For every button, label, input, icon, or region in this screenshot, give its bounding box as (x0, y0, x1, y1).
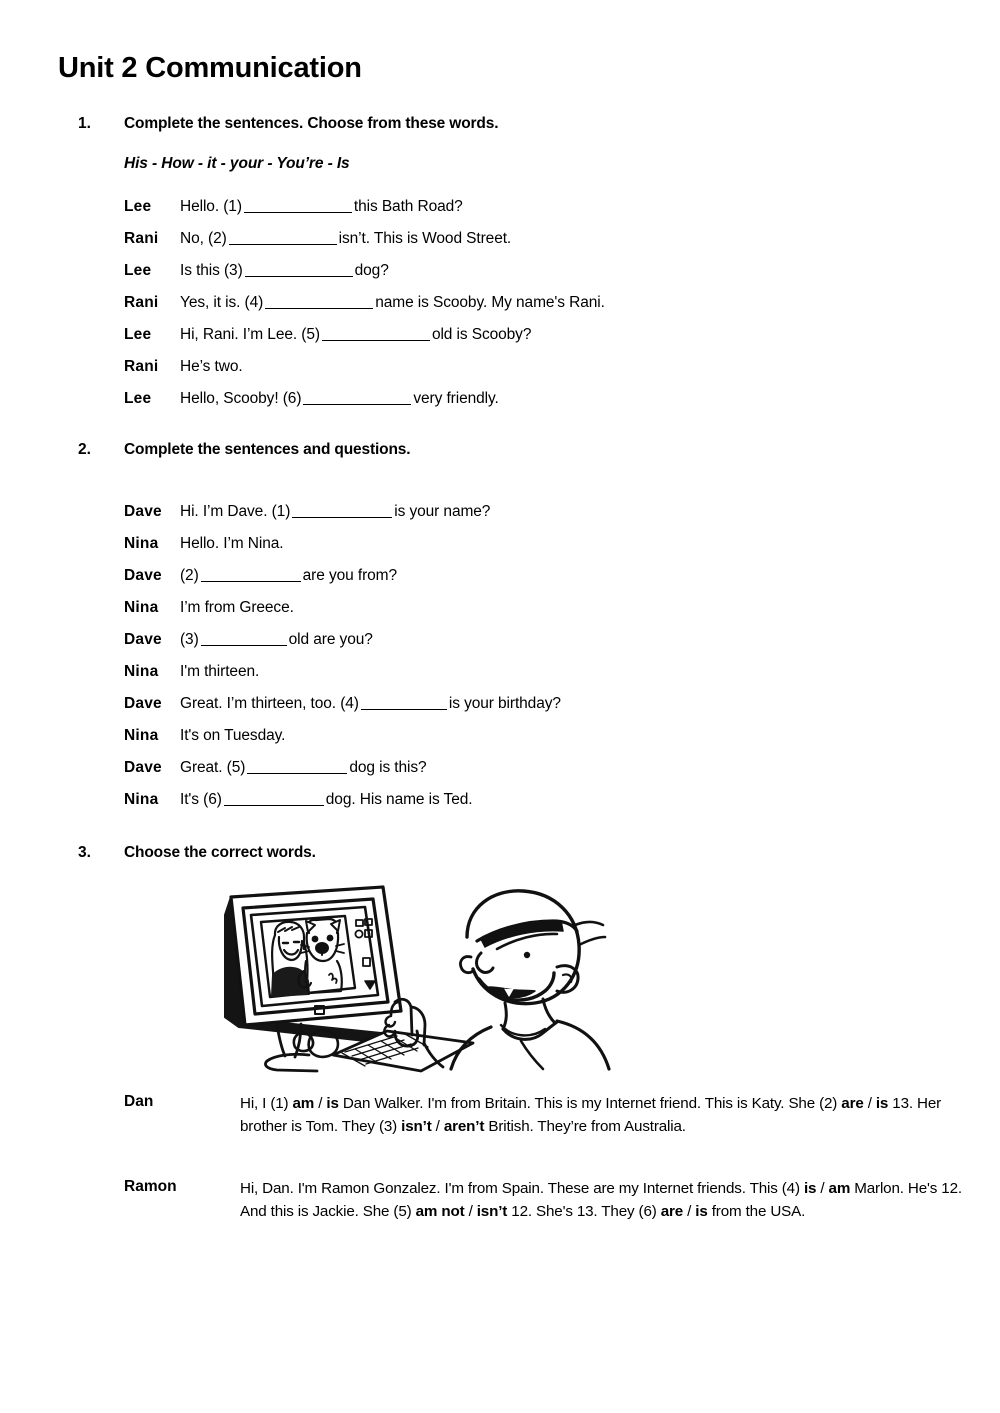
text-after: this Bath Road? (353, 198, 463, 215)
speaker-label: Nina (124, 791, 159, 808)
paragraph-segment: from the USA. (707, 1202, 806, 1220)
speaker-label: Nina (124, 535, 159, 552)
dialogue-row (0, 695, 1000, 717)
text-after: dog? (354, 262, 389, 279)
dialogue-text (180, 567, 397, 585)
text-after: name is Scooby. My name's Rani. (375, 294, 605, 311)
text-before: (3) (180, 631, 199, 648)
answer-blank[interactable] (303, 404, 411, 405)
choice-option[interactable]: isn’t (401, 1117, 432, 1135)
dialogue-row (0, 567, 1000, 589)
dialogue-text (180, 695, 561, 713)
text-before: Hello, Scooby! (6) (180, 390, 302, 407)
speaker-label: Dave (124, 567, 162, 584)
paragraph-segment: Hi, Dan. I'm Ramon Gonzalez. I'm from Spain. These are my Internet friends. This (4) (240, 1180, 804, 1197)
paragraph-segment: / (863, 1095, 876, 1112)
dialogue-text (180, 727, 285, 745)
speaker-label: Dave (124, 695, 162, 712)
dialogue-text (180, 390, 499, 408)
dialogue-text (180, 599, 294, 617)
exercise-3-number: 3. (78, 844, 91, 861)
text-before: He’s two. (180, 358, 243, 375)
dialogue-row (0, 727, 1000, 749)
text-before: Yes, it is. (4) (180, 294, 264, 311)
dialogue-row (0, 262, 1000, 284)
answer-blank[interactable] (201, 581, 301, 582)
dialogue-row (0, 503, 1000, 525)
exercise-2-heading: Complete the sentences and questions. (124, 441, 411, 458)
paragraph-segment: / (816, 1180, 829, 1197)
answer-blank[interactable] (322, 340, 430, 341)
answer-blank[interactable] (361, 709, 447, 710)
text-before: I'm thirteen. (180, 663, 260, 680)
dialogue-text (180, 230, 511, 248)
text-after: is your birthday? (448, 695, 561, 712)
choice-option[interactable]: are (841, 1095, 864, 1112)
text-before: Hello. I’m Nina. (180, 535, 284, 552)
choice-option[interactable]: is (695, 1202, 708, 1220)
paragraph-segment: 13. Her brother is Tom. They (3) (240, 1095, 942, 1135)
dialogue-text (180, 503, 490, 521)
choice-option[interactable]: am (828, 1180, 851, 1197)
choice-option[interactable]: isn’t (476, 1202, 508, 1220)
paragraph-text (240, 1093, 962, 1138)
dialogue-row (0, 294, 1000, 316)
answer-blank[interactable] (229, 244, 337, 245)
text-after: very friendly. (413, 390, 499, 407)
paragraph-segment: Marlon. He's 12. And this is Jackie. She (5) (240, 1180, 962, 1220)
choice-option[interactable]: are (660, 1202, 684, 1220)
speaker-label: Dan (124, 1093, 154, 1110)
text-before: Is this (3) (180, 262, 243, 279)
text-after: dog. His name is Ted. (325, 791, 473, 808)
dialogue-text (180, 358, 243, 376)
speaker-label: Lee (124, 198, 152, 215)
text-before: I’m from Greece. (180, 599, 294, 616)
paragraph-segment: British. They’re from Australia. (484, 1117, 686, 1135)
speaker-label: Rani (124, 230, 159, 247)
answer-blank[interactable] (224, 805, 324, 806)
speaker-label: Nina (124, 599, 159, 616)
exercise-1-heading: Complete the sentences. Choose from these words. (124, 115, 499, 132)
answer-blank[interactable] (244, 212, 352, 213)
answer-blank[interactable] (201, 645, 287, 646)
answer-blank[interactable] (247, 773, 347, 774)
dialogue-row (0, 663, 1000, 685)
text-after: old is Scooby? (431, 326, 532, 343)
choice-option[interactable]: is (875, 1095, 889, 1112)
illustration-svg (205, 875, 625, 1075)
speaker-label: Dave (124, 503, 162, 520)
paragraph-segment: Hi, I (1) (240, 1095, 293, 1112)
answer-blank[interactable] (292, 517, 392, 518)
exercise-1-number: 1. (78, 115, 91, 132)
choice-option[interactable]: am not (415, 1202, 465, 1220)
dialogue-row (0, 326, 1000, 348)
speaker-label: Ramon (124, 1178, 177, 1195)
text-after: are you from? (302, 567, 397, 584)
paragraph-text (240, 1178, 962, 1223)
page-title: Unit 2 Communication (58, 52, 362, 84)
dialogue-text (180, 535, 284, 553)
dialogue-row (0, 198, 1000, 220)
dialogue-row (0, 759, 1000, 781)
dialogue-row (0, 535, 1000, 557)
paragraph-segment: 12. She's 13. They (6) (507, 1202, 661, 1220)
choice-option[interactable]: is (326, 1095, 339, 1112)
dialogue-row (0, 390, 1000, 412)
text-before: It's (6) (180, 791, 222, 808)
dialogue-text (180, 663, 259, 681)
text-after: isn’t. This is Wood Street. (338, 230, 512, 247)
text-before: (2) (180, 567, 199, 584)
dialogue-text (180, 198, 463, 216)
answer-blank[interactable] (265, 308, 373, 309)
exercise-1-wordbank: His - How - it - your - You’re - Is (124, 155, 350, 172)
text-before: Hello. (1) (180, 198, 242, 215)
text-before: Hi. I’m Dave. (1) (180, 503, 291, 520)
answer-blank[interactable] (245, 276, 353, 277)
speaker-label: Lee (124, 326, 152, 343)
text-before: Great. I’m thirteen, too. (4) (180, 695, 359, 712)
speaker-label: Dave (124, 631, 162, 648)
choice-option[interactable]: aren’t (443, 1117, 485, 1135)
dialogue-row (0, 791, 1000, 813)
exercise-2-number: 2. (78, 441, 91, 458)
speaker-label: Dave (124, 759, 162, 776)
paragraph-segment: / (314, 1095, 327, 1112)
speaker-label: Rani (124, 358, 159, 375)
dialogue-row (0, 599, 1000, 621)
text-after: is your name? (394, 503, 491, 520)
speaker-label: Lee (124, 262, 152, 279)
speaker-label: Rani (124, 294, 159, 311)
exercise-3-heading: Choose the correct words. (124, 844, 316, 861)
text-before: No, (2) (180, 230, 227, 247)
text-after: old are you? (288, 631, 373, 648)
choice-option[interactable]: is (803, 1180, 817, 1197)
dialogue-row (0, 358, 1000, 380)
text-before: Great. (5) (180, 759, 246, 776)
dialogue-text (180, 791, 472, 809)
dialogue-row (0, 631, 1000, 653)
paragraph-segment: / (431, 1117, 444, 1135)
dialogue-text (180, 262, 389, 280)
paragraph-segment: / (683, 1202, 696, 1220)
dialogue-row (0, 230, 1000, 252)
text-before: It's on Tuesday. (180, 727, 286, 744)
paragraph-segment: Dan Walker. I'm from Britain. This is my Internet friend. This is Katy. She (2) (338, 1095, 842, 1112)
paragraph-segment: / (464, 1202, 477, 1220)
choice-option[interactable]: am (292, 1095, 315, 1112)
text-before: Hi, Rani. I’m Lee. (5) (180, 326, 320, 343)
text-after: dog is this? (349, 759, 427, 776)
computer-boy-illustration (205, 875, 625, 1075)
dialogue-text (180, 326, 531, 344)
dialogue-text (180, 759, 427, 777)
speaker-label: Lee (124, 390, 152, 407)
speaker-label: Nina (124, 727, 159, 744)
speaker-label: Nina (124, 663, 159, 680)
dialogue-text (180, 294, 605, 312)
dialogue-text (180, 631, 373, 649)
